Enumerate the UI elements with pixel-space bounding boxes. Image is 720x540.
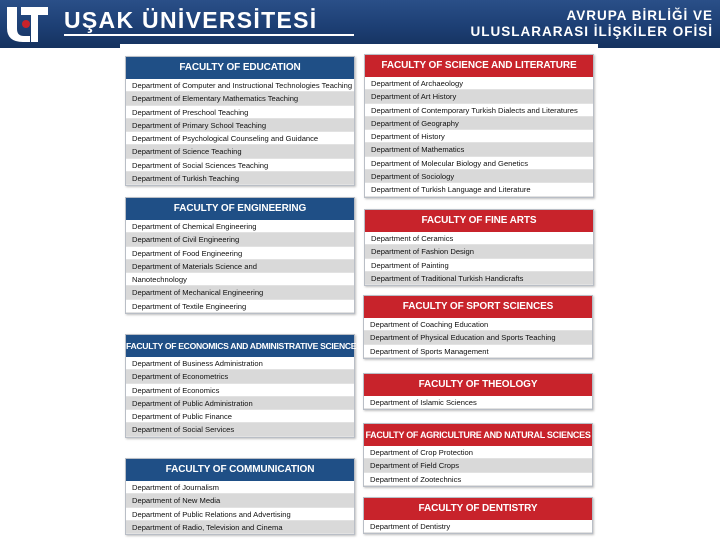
department-item: Department of Art History — [365, 90, 593, 103]
header-bar — [0, 0, 720, 48]
department-item: Department of Public Relations and Advertising — [126, 508, 354, 521]
faculty-card-agriculture — [363, 423, 593, 487]
faculty-title: FACULTY OF SCIENCE AND LITERATURE — [365, 55, 593, 77]
department-item: Department of Social Sciences Teaching — [126, 159, 354, 172]
department-item: Department of Sociology — [365, 170, 593, 183]
department-item: Department of Textile Engineering — [126, 300, 354, 313]
department-item: Department of Primary School Teaching — [126, 119, 354, 132]
department-item: Department of New Media — [126, 494, 354, 507]
department-list — [364, 318, 592, 358]
department-item: Department of Social Services — [126, 423, 354, 436]
department-item: Department of Radio, Television and Cinema — [126, 521, 354, 534]
faculty-title: FACULTY OF ENGINEERING — [126, 198, 354, 220]
usak-university-logo-icon — [4, 4, 50, 44]
department-list — [365, 77, 593, 197]
department-item: Department of Physical Education and Sports Teaching — [364, 331, 592, 344]
department-item: Department of Dentistry — [364, 520, 592, 533]
faculty-title: FACULTY OF SPORT SCIENCES — [364, 296, 592, 318]
office-name-line1: AVRUPA BİRLİĞİ VE — [566, 8, 713, 23]
department-item: Department of Chemical Engineering — [126, 220, 354, 233]
faculty-title: FACULTY OF AGRICULTURE AND NATURAL SCIENCES — [364, 424, 592, 446]
department-item: Department of Painting — [365, 259, 593, 272]
faculty-title: FACULTY OF EDUCATION — [126, 57, 354, 79]
faculty-card-economics — [125, 334, 362, 438]
university-name: UŞAK ÜNİVERSİTESİ — [64, 7, 318, 33]
faculty-title: FACULTY OF ECONOMICS AND ADMINISTRATIVE SCIENCES — [126, 335, 354, 357]
department-item: Department of Public Administration — [126, 397, 354, 410]
department-item: Department of Coaching Education — [364, 318, 592, 331]
department-item: Department of Public Finance — [126, 410, 354, 423]
department-item: Department of Archaeology — [365, 77, 593, 90]
department-list — [126, 481, 354, 534]
department-item: Department of Turkish Teaching — [126, 172, 354, 185]
department-item: Department of Science Teaching — [126, 145, 354, 158]
department-item: Department of Sports Management — [364, 345, 592, 358]
department-item: Department of Elementary Mathematics Teaching — [126, 92, 354, 105]
department-item: Department of Zootechnics — [364, 473, 592, 486]
department-item: Department of Molecular Biology and Genetics — [365, 157, 593, 170]
department-item: Department of Field Crops — [364, 459, 592, 472]
department-list — [364, 520, 592, 533]
faculty-card-dentistry — [363, 497, 593, 534]
department-item: Department of Fashion Design — [365, 245, 593, 258]
department-item: Department of Econometrics — [126, 370, 354, 383]
department-item: Department of Mechanical Engineering — [126, 286, 354, 299]
department-list — [365, 232, 593, 285]
faculty-card-theology — [363, 373, 593, 410]
faculty-title: FACULTY OF THEOLOGY — [364, 374, 592, 396]
department-item: Department of Contemporary Turkish Dialects and Literatures — [365, 104, 593, 117]
department-item: Department of Computer and Instructional Technologies Teaching — [126, 79, 354, 92]
department-item: Department of Traditional Turkish Handicrafts — [365, 272, 593, 285]
department-item: Department of Civil Engineering — [126, 233, 354, 246]
department-item: Department of Ceramics — [365, 232, 593, 245]
faculty-title: FACULTY OF DENTISTRY — [364, 498, 592, 520]
department-list — [126, 79, 354, 185]
department-item: Department of Islamic Sciences — [364, 396, 592, 409]
faculty-title: FACULTY OF COMMUNICATION — [126, 459, 354, 481]
department-item: Department of History — [365, 130, 593, 143]
department-item: Department of Preschool Teaching — [126, 106, 354, 119]
department-item: Department of Crop Protection — [364, 446, 592, 459]
department-list — [126, 357, 354, 437]
faculty-card-engineering — [125, 197, 355, 314]
department-item: Department of Food Engineering — [126, 247, 354, 260]
department-list — [126, 220, 354, 313]
university-name-underline — [64, 34, 354, 36]
department-item: Department of Psychological Counseling and Guidance — [126, 132, 354, 145]
department-item: Nanotechnology — [126, 273, 354, 286]
department-item: Department of Mathematics — [365, 143, 593, 156]
department-item: Department of Turkish Language and Literature — [365, 183, 593, 196]
department-item: Department of Journalism — [126, 481, 354, 494]
faculty-card-communication — [125, 458, 355, 535]
department-item: Department of Economics — [126, 384, 354, 397]
faculty-card-sport-sciences — [363, 295, 593, 359]
department-item: Department of Business Administration — [126, 357, 354, 370]
office-name-line2: ULUSLARARASI İLİŞKİLER OFİSİ — [470, 24, 713, 39]
office-name — [463, 8, 713, 40]
department-item: Department of Geography — [365, 117, 593, 130]
faculty-card-science-literature — [364, 54, 594, 198]
department-list — [364, 396, 592, 409]
department-list — [364, 446, 592, 486]
faculty-card-fine-arts — [364, 209, 594, 286]
faculty-title: FACULTY OF FINE ARTS — [365, 210, 593, 232]
department-item: Department of Materials Science and — [126, 260, 354, 273]
faculty-card-education — [125, 56, 355, 186]
